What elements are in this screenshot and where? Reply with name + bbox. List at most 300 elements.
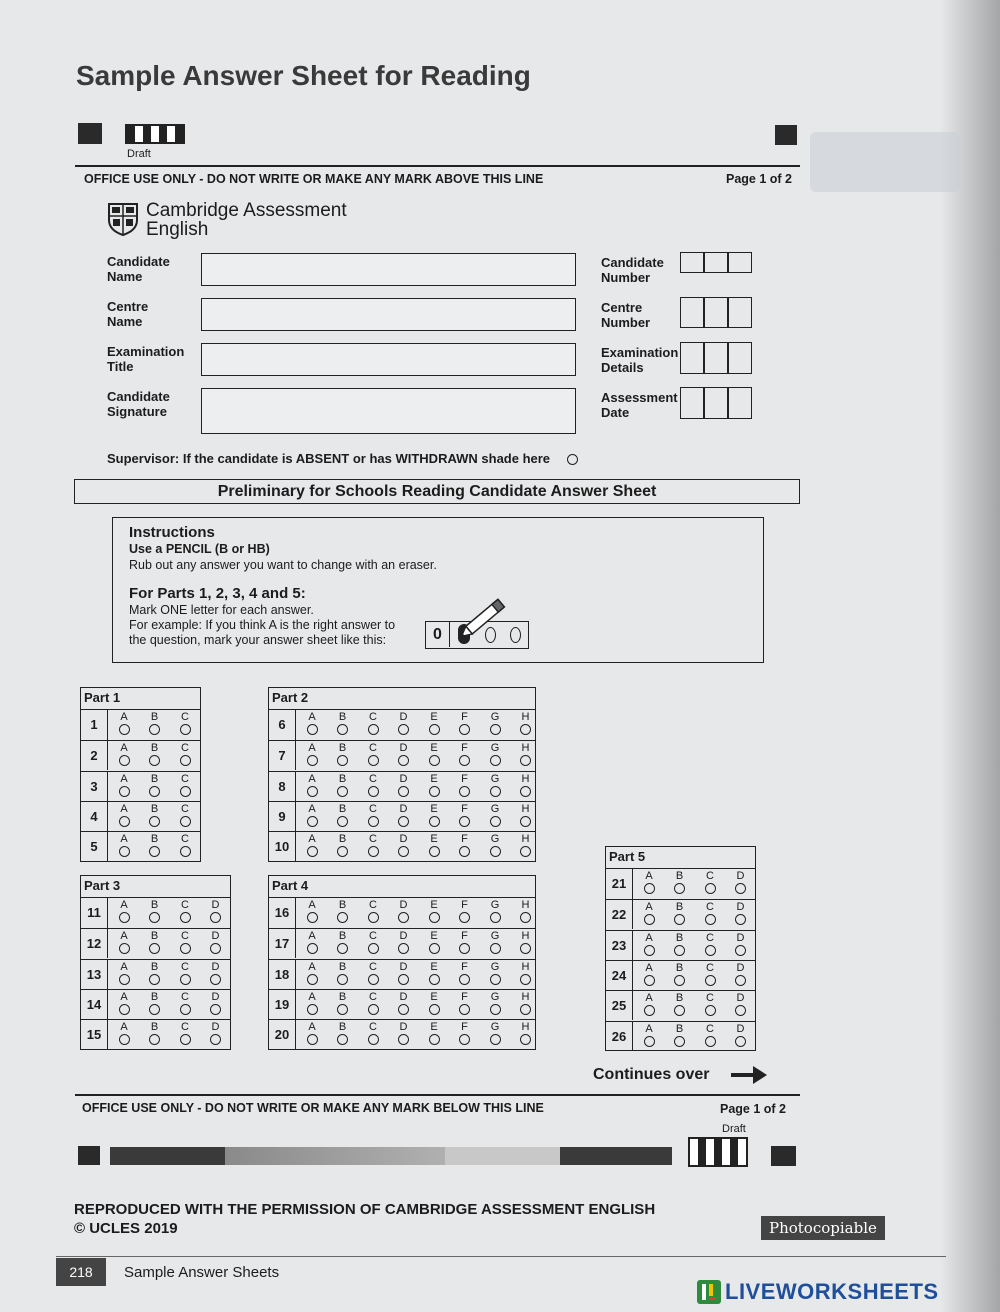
answer-option-c[interactable]	[365, 712, 381, 735]
answer-option-d[interactable]	[733, 993, 749, 1016]
answer-option-a[interactable]	[641, 993, 657, 1016]
answer-option-g[interactable]	[487, 743, 503, 766]
answer-option-c[interactable]	[702, 902, 718, 925]
answer-bubble[interactable]	[459, 974, 470, 985]
answer-bubble[interactable]	[149, 1034, 160, 1045]
answer-option-g[interactable]	[487, 834, 503, 857]
answer-bubble[interactable]	[644, 1036, 655, 1047]
exam-title-field[interactable]	[201, 343, 576, 376]
answer-bubble[interactable]	[210, 912, 221, 923]
answer-option-e[interactable]	[426, 804, 442, 827]
answer-option-d[interactable]	[396, 774, 412, 797]
answer-bubble[interactable]	[520, 816, 531, 827]
answer-bubble[interactable]	[149, 974, 160, 985]
answer-option-a[interactable]	[116, 834, 132, 857]
answer-bubble[interactable]	[180, 816, 191, 827]
answer-option-c[interactable]	[177, 712, 193, 735]
answer-option-b[interactable]	[335, 804, 351, 827]
answer-bubble[interactable]	[119, 846, 130, 857]
answer-option-c[interactable]	[177, 834, 193, 857]
answer-bubble[interactable]	[429, 846, 440, 857]
answer-bubble[interactable]	[368, 724, 379, 735]
answer-option-b[interactable]	[147, 743, 163, 766]
answer-option-f[interactable]	[457, 774, 473, 797]
answer-bubble[interactable]	[337, 846, 348, 857]
answer-bubble[interactable]	[398, 974, 409, 985]
answer-option-f[interactable]	[457, 743, 473, 766]
answer-option-c[interactable]	[702, 933, 718, 956]
answer-bubble[interactable]	[149, 912, 160, 923]
answer-option-g[interactable]	[487, 712, 503, 735]
answer-option-c[interactable]	[177, 774, 193, 797]
answer-bubble[interactable]	[119, 755, 130, 766]
candidate-name-field[interactable]	[201, 253, 576, 286]
answer-bubble[interactable]	[429, 755, 440, 766]
answer-option-g[interactable]	[487, 931, 503, 954]
answer-bubble[interactable]	[520, 1034, 531, 1045]
answer-bubble[interactable]	[490, 786, 501, 797]
answer-option-c[interactable]	[365, 774, 381, 797]
answer-bubble[interactable]	[520, 724, 531, 735]
answer-option-b[interactable]	[335, 834, 351, 857]
answer-option-e[interactable]	[426, 900, 442, 923]
answer-option-d[interactable]	[208, 900, 224, 923]
answer-bubble[interactable]	[398, 786, 409, 797]
answer-option-d[interactable]	[396, 743, 412, 766]
answer-bubble[interactable]	[490, 724, 501, 735]
answer-option-h[interactable]	[518, 992, 534, 1015]
answer-option-c[interactable]	[365, 834, 381, 857]
answer-option-f[interactable]	[457, 931, 473, 954]
answer-bubble[interactable]	[674, 945, 685, 956]
answer-option-b[interactable]	[672, 963, 688, 986]
answer-bubble[interactable]	[644, 975, 655, 986]
answer-bubble[interactable]	[210, 1034, 221, 1045]
answer-option-g[interactable]	[487, 992, 503, 1015]
answer-option-g[interactable]	[487, 962, 503, 985]
answer-bubble[interactable]	[180, 912, 191, 923]
answer-bubble[interactable]	[735, 1005, 746, 1016]
answer-bubble[interactable]	[429, 974, 440, 985]
answer-bubble[interactable]	[459, 912, 470, 923]
option-letter: C	[181, 833, 189, 846]
answer-bubble[interactable]	[119, 912, 130, 923]
answer-option-e[interactable]	[426, 712, 442, 735]
answer-bubble[interactable]	[337, 786, 348, 797]
answer-option-f[interactable]	[457, 900, 473, 923]
answer-bubble[interactable]	[307, 846, 318, 857]
answer-bubble[interactable]	[520, 786, 531, 797]
centre-number-field[interactable]	[680, 297, 752, 331]
answer-option-b[interactable]	[335, 774, 351, 797]
answer-bubble[interactable]	[459, 1004, 470, 1015]
answer-bubble[interactable]	[368, 974, 379, 985]
answer-option-a[interactable]	[116, 962, 132, 985]
answer-bubble[interactable]	[459, 943, 470, 954]
answer-option-d[interactable]	[208, 931, 224, 954]
exam-details-field[interactable]	[680, 342, 752, 376]
answer-option-d[interactable]	[396, 962, 412, 985]
answer-option-d[interactable]	[396, 900, 412, 923]
answer-option-b[interactable]	[147, 962, 163, 985]
answer-option-b[interactable]	[335, 1022, 351, 1045]
office-use-bottom: OFFICE USE ONLY - DO NOT WRITE OR MAKE ANY MARK BELOW THIS LINE	[82, 1101, 544, 1115]
answer-option-a[interactable]	[304, 774, 320, 797]
answer-bubble[interactable]	[735, 914, 746, 925]
answer-bubble[interactable]	[429, 724, 440, 735]
answer-bubble[interactable]	[490, 974, 501, 985]
answer-bubble[interactable]	[368, 846, 379, 857]
answer-bubble[interactable]	[490, 943, 501, 954]
answer-bubble[interactable]	[149, 786, 160, 797]
answer-option-b[interactable]	[335, 992, 351, 1015]
answer-bubble[interactable]	[307, 724, 318, 735]
answer-option-c[interactable]	[365, 900, 381, 923]
answer-bubble[interactable]	[119, 786, 130, 797]
answer-bubble[interactable]	[119, 724, 130, 735]
answer-bubble[interactable]	[520, 1004, 531, 1015]
answer-bubble[interactable]	[429, 786, 440, 797]
answer-bubble[interactable]	[490, 846, 501, 857]
answer-option-c[interactable]	[702, 963, 718, 986]
answer-bubble[interactable]	[735, 883, 746, 894]
answer-option-f[interactable]	[457, 992, 473, 1015]
answer-option-a[interactable]	[304, 743, 320, 766]
answer-option-a[interactable]	[641, 933, 657, 956]
answer-bubble[interactable]	[180, 1004, 191, 1015]
answer-option-d[interactable]	[396, 712, 412, 735]
answer-bubble[interactable]	[119, 1034, 130, 1045]
answer-option-g[interactable]	[487, 774, 503, 797]
answer-option-a[interactable]	[116, 992, 132, 1015]
answer-bubble[interactable]	[307, 755, 318, 766]
answer-option-d[interactable]	[396, 804, 412, 827]
answer-bubble[interactable]	[644, 945, 655, 956]
answer-bubble[interactable]	[674, 1036, 685, 1047]
answer-bubble[interactable]	[705, 1036, 716, 1047]
answer-bubble[interactable]	[368, 912, 379, 923]
answer-row	[81, 898, 230, 928]
answer-bubble[interactable]	[368, 786, 379, 797]
answer-bubble[interactable]	[337, 1034, 348, 1045]
answer-bubble[interactable]	[119, 943, 130, 954]
answer-option-a[interactable]	[116, 900, 132, 923]
option-letter: A	[120, 899, 128, 911]
answer-option-b[interactable]	[147, 931, 163, 954]
answer-option-f[interactable]	[457, 962, 473, 985]
answer-bubble[interactable]	[429, 912, 440, 923]
answer-option-b[interactable]	[147, 1022, 163, 1045]
answer-option-c[interactable]	[702, 993, 718, 1016]
option-letter: F	[461, 742, 468, 755]
answer-option-b[interactable]	[335, 712, 351, 735]
absent-withdrawn-bubble[interactable]	[567, 454, 578, 465]
answer-bubble[interactable]	[735, 945, 746, 956]
answer-bubble[interactable]	[674, 883, 685, 894]
answer-option-a[interactable]	[116, 804, 132, 827]
instructions-heading: Instructions	[129, 524, 215, 541]
answer-option-c[interactable]	[177, 931, 193, 954]
answer-option-a[interactable]	[304, 712, 320, 735]
answer-option-b[interactable]	[147, 804, 163, 827]
answer-bubble[interactable]	[520, 846, 531, 857]
answer-bubble[interactable]	[705, 975, 716, 986]
answer-option-c[interactable]	[177, 1022, 193, 1045]
answer-option-c[interactable]	[365, 804, 381, 827]
answer-option-c[interactable]	[177, 804, 193, 827]
answer-bubble[interactable]	[459, 786, 470, 797]
answer-option-d[interactable]	[208, 992, 224, 1015]
answer-option-a[interactable]	[641, 902, 657, 925]
answer-option-g[interactable]	[487, 804, 503, 827]
answer-option-a[interactable]	[304, 834, 320, 857]
candidate-number-field[interactable]	[680, 252, 752, 286]
answer-bubble[interactable]	[429, 1034, 440, 1045]
option-letter: D	[736, 992, 745, 1005]
answer-option-d[interactable]	[396, 992, 412, 1015]
answer-option-a[interactable]	[304, 1022, 320, 1045]
answer-option-a[interactable]	[641, 963, 657, 986]
answer-bubble[interactable]	[337, 816, 348, 827]
answer-bubble[interactable]	[368, 1004, 379, 1015]
answer-bubble[interactable]	[459, 846, 470, 857]
answer-option-g[interactable]	[487, 900, 503, 923]
answer-bubble[interactable]	[705, 1005, 716, 1016]
answer-bubble[interactable]	[149, 1004, 160, 1015]
answer-option-b[interactable]	[335, 900, 351, 923]
answer-option-e[interactable]	[426, 962, 442, 985]
answer-bubble[interactable]	[337, 724, 348, 735]
answer-bubble[interactable]	[307, 943, 318, 954]
answer-option-c[interactable]	[702, 871, 718, 894]
answer-option-e[interactable]	[426, 834, 442, 857]
answer-bubble[interactable]	[520, 974, 531, 985]
answer-option-a[interactable]	[304, 992, 320, 1015]
answer-bubble[interactable]	[490, 816, 501, 827]
answer-option-b[interactable]	[335, 743, 351, 766]
answer-bubble[interactable]	[398, 816, 409, 827]
answer-option-b[interactable]	[335, 931, 351, 954]
answer-bubble[interactable]	[520, 755, 531, 766]
answer-bubble[interactable]	[180, 724, 191, 735]
answer-option-b[interactable]	[672, 902, 688, 925]
answer-option-d[interactable]	[208, 1022, 224, 1045]
answer-bubble[interactable]	[337, 912, 348, 923]
answer-bubble[interactable]	[644, 914, 655, 925]
question-number: 20	[269, 1020, 296, 1049]
answer-bubble[interactable]	[459, 755, 470, 766]
answer-option-h[interactable]	[518, 1022, 534, 1045]
answer-bubble[interactable]	[735, 975, 746, 986]
answer-option-h[interactable]	[518, 774, 534, 797]
answer-option-g[interactable]	[487, 1022, 503, 1045]
answer-option-h[interactable]	[518, 743, 534, 766]
answer-option-a[interactable]	[304, 804, 320, 827]
answer-bubble[interactable]	[307, 816, 318, 827]
answer-bubble[interactable]	[429, 943, 440, 954]
answer-bubble[interactable]	[307, 974, 318, 985]
answer-bubble[interactable]	[705, 914, 716, 925]
answer-option-b[interactable]	[147, 774, 163, 797]
footer-section: Sample Answer Sheets	[124, 1264, 280, 1281]
answer-option-d[interactable]	[733, 902, 749, 925]
answer-bubble[interactable]	[368, 943, 379, 954]
answer-bubble[interactable]	[307, 912, 318, 923]
answer-bubble[interactable]	[459, 816, 470, 827]
answer-bubble[interactable]	[644, 883, 655, 894]
answer-bubble[interactable]	[210, 943, 221, 954]
answer-option-c[interactable]	[365, 743, 381, 766]
answer-bubble[interactable]	[490, 1034, 501, 1045]
answer-bubble[interactable]	[149, 755, 160, 766]
answer-bubble[interactable]	[735, 1036, 746, 1047]
answer-option-e[interactable]	[426, 743, 442, 766]
answer-bubble[interactable]	[337, 755, 348, 766]
answer-option-f[interactable]	[457, 1022, 473, 1045]
answer-bubble[interactable]	[520, 943, 531, 954]
answer-option-b[interactable]	[672, 1024, 688, 1047]
answer-bubble[interactable]	[429, 816, 440, 827]
answer-option-a[interactable]	[116, 931, 132, 954]
answer-bubble[interactable]	[398, 1004, 409, 1015]
answer-bubble[interactable]	[674, 975, 685, 986]
answer-bubble[interactable]	[307, 1034, 318, 1045]
answer-bubble[interactable]	[674, 1005, 685, 1016]
answer-option-c[interactable]	[365, 962, 381, 985]
answer-option-b[interactable]	[147, 712, 163, 735]
answer-option-c[interactable]	[177, 962, 193, 985]
answer-option-d[interactable]	[396, 834, 412, 857]
answer-bubble[interactable]	[398, 724, 409, 735]
answer-option-d[interactable]	[733, 963, 749, 986]
answer-bubble[interactable]	[398, 912, 409, 923]
answer-option-h[interactable]	[518, 804, 534, 827]
answer-bubble[interactable]	[149, 943, 160, 954]
answer-bubble[interactable]	[520, 912, 531, 923]
answer-option-d[interactable]	[396, 1022, 412, 1045]
answer-option-h[interactable]	[518, 712, 534, 735]
answer-bubble[interactable]	[180, 974, 191, 985]
answer-option-a[interactable]	[304, 962, 320, 985]
answer-option-a[interactable]	[116, 774, 132, 797]
option-letter: D	[736, 870, 745, 882]
answer-bubble[interactable]	[119, 974, 130, 985]
answer-bubble[interactable]	[459, 1034, 470, 1045]
answer-bubble[interactable]	[149, 846, 160, 857]
answer-bubble[interactable]	[337, 974, 348, 985]
answer-option-b[interactable]	[147, 992, 163, 1015]
answer-option-h[interactable]	[518, 931, 534, 954]
answer-option-c[interactable]	[177, 992, 193, 1015]
answer-option-f[interactable]	[457, 804, 473, 827]
answer-option-c[interactable]	[365, 1022, 381, 1045]
answer-option-a[interactable]	[304, 931, 320, 954]
answer-bubble[interactable]	[705, 945, 716, 956]
answer-option-d[interactable]	[733, 933, 749, 956]
assessment-date-field[interactable]	[680, 387, 752, 421]
answer-option-c[interactable]	[177, 900, 193, 923]
answer-bubble[interactable]	[398, 755, 409, 766]
answer-option-e[interactable]	[426, 992, 442, 1015]
answer-bubble[interactable]	[644, 1005, 655, 1016]
answer-option-b[interactable]	[672, 933, 688, 956]
answer-bubble[interactable]	[119, 816, 130, 827]
answer-bubble[interactable]	[337, 943, 348, 954]
answer-bubble[interactable]	[398, 943, 409, 954]
answer-bubble[interactable]	[180, 755, 191, 766]
answer-option-b[interactable]	[672, 993, 688, 1016]
answer-option-d[interactable]	[396, 931, 412, 954]
answer-option-f[interactable]	[457, 712, 473, 735]
answer-option-e[interactable]	[426, 774, 442, 797]
answer-option-d[interactable]	[733, 1024, 749, 1047]
answer-option-b[interactable]	[672, 871, 688, 894]
answer-bubble[interactable]	[368, 755, 379, 766]
answer-bubble[interactable]	[459, 724, 470, 735]
answer-row	[81, 771, 200, 801]
centre-name-field[interactable]	[201, 298, 576, 331]
answer-option-e[interactable]	[426, 1022, 442, 1045]
answer-option-a[interactable]	[116, 712, 132, 735]
answer-bubble[interactable]	[149, 724, 160, 735]
answer-option-c[interactable]	[365, 992, 381, 1015]
answer-bubble[interactable]	[180, 943, 191, 954]
answer-bubble[interactable]	[180, 1034, 191, 1045]
answer-bubble[interactable]	[429, 1004, 440, 1015]
answer-option-a[interactable]	[641, 1024, 657, 1047]
answer-option-b[interactable]	[335, 962, 351, 985]
answer-bubble[interactable]	[180, 846, 191, 857]
answer-bubble[interactable]	[307, 1004, 318, 1015]
candidate-signature-field[interactable]	[201, 388, 576, 434]
answer-option-h[interactable]	[518, 962, 534, 985]
answer-bubble[interactable]	[398, 1034, 409, 1045]
answer-option-a[interactable]	[304, 900, 320, 923]
answer-bubble[interactable]	[368, 816, 379, 827]
answer-option-a[interactable]	[116, 743, 132, 766]
answer-option-h[interactable]	[518, 834, 534, 857]
answer-bubble[interactable]	[398, 846, 409, 857]
answer-bubble[interactable]	[307, 786, 318, 797]
answer-bubble[interactable]	[119, 1004, 130, 1015]
answer-option-b[interactable]	[147, 834, 163, 857]
answer-option-b[interactable]	[147, 900, 163, 923]
answer-bubble[interactable]	[490, 755, 501, 766]
answer-option-c[interactable]	[177, 743, 193, 766]
answer-bubble[interactable]	[674, 914, 685, 925]
answer-option-d[interactable]	[733, 871, 749, 894]
option-letter: D	[399, 899, 408, 911]
answer-option-c[interactable]	[702, 1024, 718, 1047]
answer-option-d[interactable]	[208, 962, 224, 985]
answer-option-h[interactable]	[518, 900, 534, 923]
page-edge-shadow	[940, 0, 1000, 1312]
answer-option-a[interactable]	[641, 871, 657, 894]
answer-option-f[interactable]	[457, 834, 473, 857]
answer-bubble[interactable]	[705, 883, 716, 894]
answer-bubble[interactable]	[490, 1004, 501, 1015]
answer-bubble[interactable]	[368, 1034, 379, 1045]
answer-bubble[interactable]	[490, 912, 501, 923]
answer-bubble[interactable]	[210, 1004, 221, 1015]
answer-option-a[interactable]	[116, 1022, 132, 1045]
answer-option-c[interactable]	[365, 931, 381, 954]
answer-option-e[interactable]	[426, 931, 442, 954]
answer-bubble[interactable]	[210, 974, 221, 985]
answer-bubble[interactable]	[149, 816, 160, 827]
answer-bubble[interactable]	[337, 1004, 348, 1015]
answer-bubble[interactable]	[180, 786, 191, 797]
